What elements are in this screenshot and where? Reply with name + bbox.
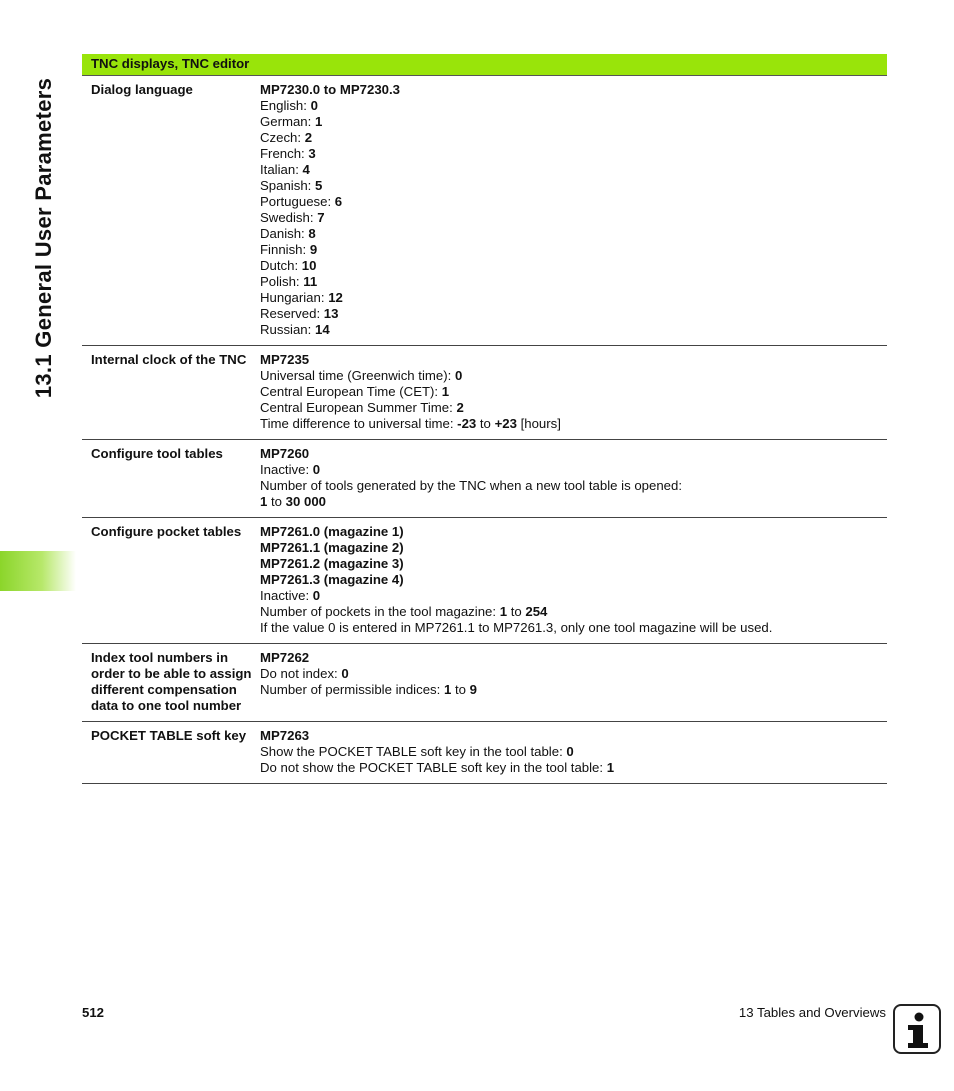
value-text: 1 — [441, 384, 450, 399]
description-line — [260, 130, 887, 146]
value-text: 1 — [499, 604, 508, 619]
description-text: Dutch: — [260, 258, 302, 273]
value-text: 0 — [341, 666, 349, 681]
description-text: Danish: — [260, 226, 309, 241]
description-text: Do not show the POCKET TABLE soft key in the tool table: — [260, 760, 607, 775]
side-chapter-title-text: 13.1 General User Parameters — [31, 77, 56, 399]
value-text: MP7261.0 (magazine 1) — [260, 524, 404, 539]
value-text: 30 000 — [285, 494, 327, 509]
description-line — [260, 178, 887, 194]
description-line — [260, 744, 887, 760]
table-row — [82, 76, 887, 346]
description-line — [260, 494, 887, 510]
table-row — [82, 644, 887, 722]
value-text: 0 — [312, 588, 321, 603]
description-text: Spanish: — [260, 178, 315, 193]
description-line — [260, 368, 887, 384]
value-text: MP7261.3 (magazine 4) — [260, 572, 404, 587]
value-text: 2 — [456, 400, 464, 415]
description-line — [260, 620, 887, 636]
description-text: Central European Time (CET): — [260, 384, 442, 399]
description-line — [260, 588, 887, 604]
value-text: 0 — [454, 368, 463, 383]
description-text: Czech: — [260, 130, 305, 145]
row-label: Dialog language — [91, 82, 193, 97]
description-text: Do not index: — [260, 666, 342, 681]
value-text: 9 — [309, 242, 318, 257]
value-text: 4 — [302, 162, 310, 177]
value-text: MP7261.2 (magazine 3) — [260, 556, 404, 571]
description-text: If the value 0 is entered in MP7261.1 to MP7261.3, only one tool magazine will be used. — [260, 620, 773, 635]
value-text: MP7261.1 (magazine 2) — [260, 540, 404, 555]
value-text: MP7235 — [260, 352, 310, 367]
row-label: Index tool numbers in order to be able to assign different compensation data to one tool number — [91, 650, 252, 713]
row-label: Internal clock of the TNC — [91, 352, 247, 367]
value-text: 1 — [260, 494, 268, 509]
description-text: to — [267, 494, 286, 509]
description-line — [260, 322, 887, 338]
value-text: 9 — [469, 682, 477, 697]
description-line — [260, 114, 887, 130]
value-text: 3 — [308, 146, 316, 161]
chapter-tab-marker — [0, 551, 76, 591]
description-line — [260, 242, 887, 258]
value-text: 254 — [525, 604, 548, 619]
description-text: Reserved: — [260, 306, 324, 321]
description-text: French: — [260, 146, 309, 161]
description-line — [260, 556, 887, 572]
value-text: 12 — [328, 290, 343, 305]
description-text: Hungarian: — [260, 290, 329, 305]
description-text: Italian: — [260, 162, 303, 177]
description-text: Central European Summer Time: — [260, 400, 457, 415]
description-text: Swedish: — [260, 210, 318, 225]
table-row — [82, 722, 887, 784]
value-text: 6 — [334, 194, 343, 209]
info-icon — [893, 1004, 941, 1054]
description-line — [260, 210, 887, 226]
side-chapter-title — [24, 48, 64, 428]
value-text: 5 — [315, 178, 323, 193]
description-line — [260, 384, 887, 400]
row-description — [260, 82, 887, 338]
description-line — [260, 162, 887, 178]
description-line — [260, 274, 887, 290]
description-line — [260, 572, 887, 588]
description-text: Time difference to universal time: — [260, 416, 458, 431]
value-text: 1 — [314, 114, 323, 129]
value-text: 13 — [323, 306, 339, 321]
description-line — [260, 540, 887, 556]
row-description — [260, 446, 887, 510]
row-label: Configure pocket tables — [91, 524, 242, 539]
description-line — [260, 650, 887, 666]
value-text: -23 — [457, 416, 477, 431]
value-text: 8 — [308, 226, 316, 241]
description-line — [260, 728, 887, 744]
row-label: POCKET TABLE soft key — [91, 728, 247, 743]
description-text: Inactive: — [260, 588, 313, 603]
value-text: 14 — [314, 322, 330, 337]
row-description — [260, 650, 887, 714]
description-text: Inactive: — [260, 462, 313, 477]
table-row — [82, 346, 887, 440]
description-line — [260, 400, 887, 416]
description-line — [260, 306, 887, 322]
description-text: Finnish: — [260, 242, 310, 257]
description-line — [260, 290, 887, 306]
value-text: 0 — [312, 462, 321, 477]
value-text: MP7262 — [260, 650, 310, 665]
description-line — [260, 82, 887, 98]
description-line — [260, 524, 887, 540]
description-line — [260, 194, 887, 210]
description-text: Portuguese: — [260, 194, 335, 209]
description-text: to — [507, 604, 526, 619]
description-text: Number of pockets in the tool magazine: — [260, 604, 500, 619]
description-text: to — [451, 682, 470, 697]
description-line — [260, 760, 887, 776]
description-line — [260, 146, 887, 162]
value-text: MP7263 — [260, 728, 310, 743]
description-text: Show the POCKET TABLE soft key in the tool table: — [260, 744, 567, 759]
description-text: Number of permissible indices: — [260, 682, 444, 697]
description-line — [260, 604, 887, 620]
value-text: +23 — [494, 416, 517, 431]
parameter-table — [82, 54, 887, 784]
description-line — [260, 682, 887, 698]
description-line — [260, 258, 887, 274]
description-line — [260, 478, 887, 494]
description-line — [260, 446, 887, 462]
row-description — [260, 352, 887, 432]
value-text: 7 — [317, 210, 325, 225]
description-text: German: — [260, 114, 315, 129]
description-line — [260, 416, 887, 432]
description-text: Number of tools generated by the TNC when a new tool table is opened: — [260, 478, 683, 493]
description-line — [260, 462, 887, 478]
row-description — [260, 524, 887, 636]
description-line — [260, 98, 887, 114]
table-rows — [82, 76, 887, 784]
value-text: 2 — [304, 130, 313, 145]
description-text: Polish: — [260, 274, 304, 289]
description-text: to — [476, 416, 495, 431]
description-line — [260, 666, 887, 682]
value-text: MP7260 — [260, 446, 310, 461]
row-label: Configure tool tables — [91, 446, 223, 461]
value-text: 0 — [566, 744, 574, 759]
value-text: MP7230.0 to MP7230.3 — [260, 82, 401, 97]
table-row — [82, 518, 887, 644]
description-text: English: — [260, 98, 311, 113]
chapter-footer: 13 Tables and Overviews — [738, 1005, 886, 1020]
table-header: TNC displays, TNC editor — [82, 54, 887, 76]
page-number: 512 — [82, 1005, 105, 1020]
table-row — [82, 440, 887, 518]
value-text: 11 — [303, 274, 318, 289]
description-line — [260, 352, 887, 368]
row-description — [260, 728, 887, 776]
description-line — [260, 226, 887, 242]
value-text: 0 — [310, 98, 318, 113]
value-text: 1 — [443, 682, 452, 697]
value-text: 1 — [606, 760, 615, 775]
value-text: 10 — [301, 258, 317, 273]
description-text: Universal time (Greenwich time): — [260, 368, 455, 383]
description-text: [hours] — [516, 416, 561, 431]
description-text: Russian: — [260, 322, 315, 337]
